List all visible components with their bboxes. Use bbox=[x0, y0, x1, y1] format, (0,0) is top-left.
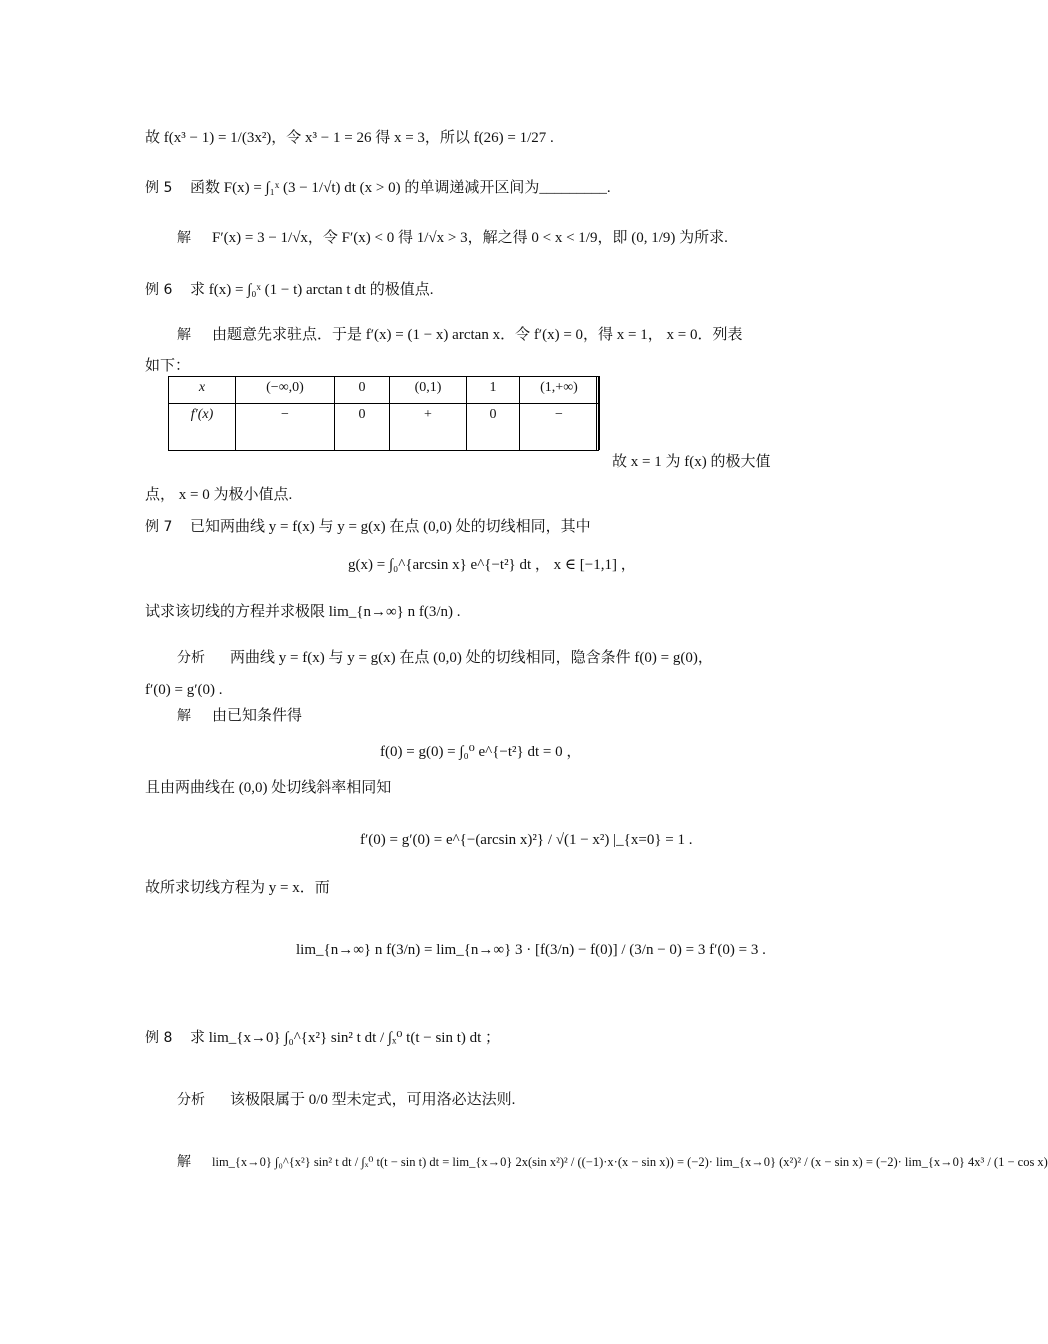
example-7-text: 已知两曲线 y = f(x) 与 y = g(x) 在点 (0,0) 处的切线相同，其中 bbox=[190, 519, 591, 535]
table-right-border bbox=[596, 376, 600, 450]
example-7-solution-label: 解 bbox=[177, 708, 191, 724]
derivative-sign-table bbox=[168, 376, 599, 451]
example-7-solution-line-2: 且由两曲线在 (0,0) 处切线斜率相同知 bbox=[145, 780, 392, 796]
example-7-label: 例 7 bbox=[145, 519, 173, 535]
example-6-solution-line-1: 由题意先求驻点．于是 f′(x) = (1 − x) arctan x．令 f′(x) = 0，得 x = 1， x = 0．列表 bbox=[212, 327, 743, 343]
table-cell: − bbox=[236, 404, 335, 451]
example-7-equation-3: lim_{n→∞} n f(3/n) = lim_{n→∞} 3 · [f(3/n) − f(0)] / (3/n − 0) = 3 f′(0) = 3 . bbox=[296, 942, 766, 958]
table-cell: 0 bbox=[335, 377, 390, 404]
example-6-conclusion-line-1: 故 x = 1 为 f(x) 的极大值 bbox=[612, 454, 771, 470]
table-header-row bbox=[169, 377, 599, 404]
example-5-solution-label: 解 bbox=[177, 230, 191, 246]
table-cell: f′(x) bbox=[169, 404, 236, 451]
table-cell: − bbox=[520, 404, 599, 451]
example-6-text: 求 f(x) = ∫₀ˣ (1 − t) arctan t dt 的极值点. bbox=[190, 282, 434, 298]
example-7-solution-line-1: 由已知条件得 bbox=[212, 708, 303, 724]
example-5-solution: F′(x) = 3 − 1/√x，令 F′(x) < 0 得 1/√x > 3，解之得 0 < x < 1/9，即 (0, 1/9) 为所求. bbox=[212, 230, 728, 246]
table-cell: (−∞,0) bbox=[236, 377, 335, 404]
example-6-solution-line-2: 如下： bbox=[145, 358, 191, 374]
example-5-label: 例 5 bbox=[145, 180, 173, 196]
example-7-equation-2: f′(0) = g′(0) = e^{−(arcsin x)²} / √(1 − x²) |_{x=0} = 1 . bbox=[360, 832, 693, 848]
line-1: 故 f(x³ − 1) = 1/(3x²)，令 x³ − 1 = 26 得 x = 3，所以 f(26) = 1/27 . bbox=[145, 130, 554, 146]
example-8-label: 例 8 bbox=[145, 1030, 173, 1046]
table-cell: (1,+∞) bbox=[520, 377, 599, 404]
example-8-analysis: 该极限属于 0/0 型未定式，可用洛必达法则. bbox=[230, 1092, 516, 1108]
example-6-conclusion-line-2: 点， x = 0 为极小值点. bbox=[145, 487, 293, 503]
example-6-label: 例 6 bbox=[145, 282, 173, 298]
example-7-solution-line-3: 故所求切线方程为 y = x．而 bbox=[145, 880, 330, 896]
example-5-text: 函数 F(x) = ∫₁ˣ (3 − 1/√t) dt (x > 0) 的单调递减开区间为_________. bbox=[190, 180, 611, 196]
example-6-solution-label: 解 bbox=[177, 327, 191, 343]
example-8-analysis-label: 分析 bbox=[177, 1092, 205, 1108]
example-8-solution: lim_{x→0} ∫₀^{x²} sin² t dt / ∫ₓ⁰ t(t − sin t) dt = lim_{x→0} 2x(sin x²)² / ((−1)·x·(x − sin x)) = (−2)· lim_{x→0} (x²)² / (x − sin x) = (−2)· lim_{x→0} 4x³ / (1 − cos x) bbox=[212, 1155, 1048, 1169]
example-7-analysis-label: 分析 bbox=[177, 650, 205, 666]
example-7-analysis-line-1: 两曲线 y = f(x) 与 y = g(x) 在点 (0,0) 处的切线相同，隐含条件 f(0) = g(0)， bbox=[230, 650, 713, 666]
table-row bbox=[169, 404, 599, 451]
table-cell: (0,1) bbox=[390, 377, 467, 404]
example-7-analysis-line-2: f′(0) = g′(0) . bbox=[145, 682, 223, 698]
example-7-g-definition: g(x) = ∫₀^{arcsin x} e^{−t²} dt ， x ∈ [−1,1] ， bbox=[348, 557, 636, 573]
table-cell: 0 bbox=[335, 404, 390, 451]
example-7-equation-1: f(0) = g(0) = ∫₀⁰ e^{−t²} dt = 0 ， bbox=[380, 744, 582, 760]
table-cell: 0 bbox=[467, 404, 520, 451]
table-cell: 1 bbox=[467, 377, 520, 404]
table-cell: x bbox=[169, 377, 236, 404]
example-7-question: 试求该切线的方程并求极限 lim_{n→∞} n f(3/n) . bbox=[145, 604, 461, 620]
example-8-solution-label: 解 bbox=[177, 1154, 191, 1170]
table-cell: + bbox=[390, 404, 467, 451]
example-8-text: 求 lim_{x→0} ∫₀^{x²} sin² t dt / ∫ₓ⁰ t(t − sin t) dt ； bbox=[190, 1030, 501, 1046]
